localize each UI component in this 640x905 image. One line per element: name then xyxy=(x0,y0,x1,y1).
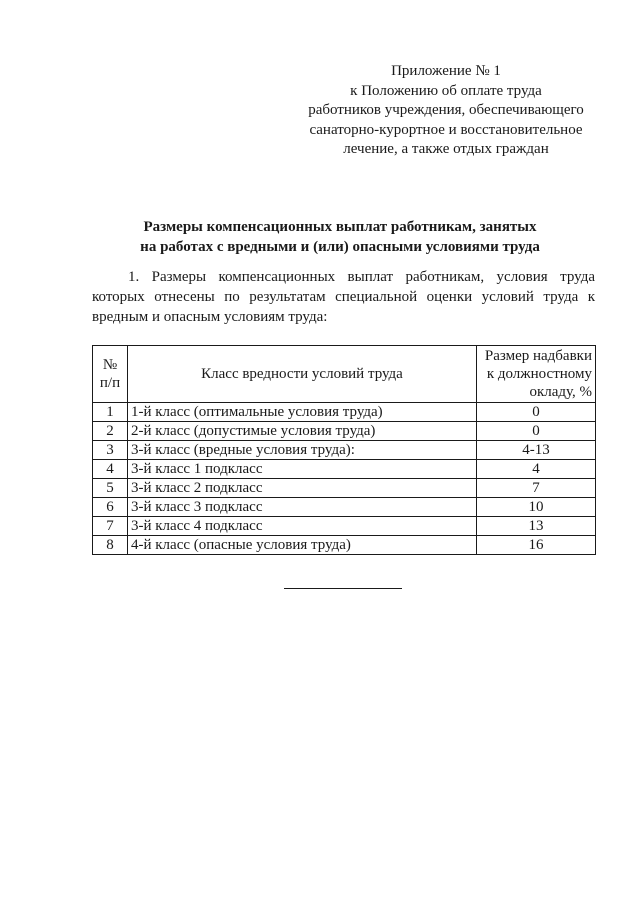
header-hazard-class: Класс вредности условий труда xyxy=(128,346,477,403)
row-number: 8 xyxy=(93,536,128,555)
row-number: 2 xyxy=(93,422,128,441)
table-row xyxy=(93,441,596,460)
row-bonus: 7 xyxy=(477,479,596,498)
row-hazard-class: 1-й класс (оптимальные условия труда) xyxy=(128,403,477,422)
header-number xyxy=(93,346,128,403)
document-title xyxy=(90,218,590,257)
appendix-line: работников учреждения, обеспечивающего xyxy=(308,102,584,118)
table-row xyxy=(93,517,596,536)
row-number: 1 xyxy=(93,403,128,422)
row-hazard-class: 2-й класс (допустимые условия труда) xyxy=(128,422,477,441)
header-bonus-line: Размер надбавки xyxy=(484,348,592,364)
row-number: 5 xyxy=(93,479,128,498)
row-bonus: 4-13 xyxy=(477,441,596,460)
table-row xyxy=(93,536,596,555)
table-header-row xyxy=(93,346,596,403)
table-row xyxy=(93,479,596,498)
table-row xyxy=(93,460,596,479)
paragraph-line: вредным и опасным условиям труда: xyxy=(92,309,328,325)
row-hazard-class: 3-й класс 2 подкласс xyxy=(128,479,477,498)
appendix-line: санаторно-курортное и восстановительное xyxy=(309,121,583,138)
header-bonus-line: к должностному xyxy=(486,366,592,382)
paragraph-line: 1. Размеры компенсационных выплат работникам, условия труда xyxy=(128,269,595,285)
appendix-line: Приложение № 1 xyxy=(391,63,501,79)
row-hazard-class: 4-й класс (опасные условия труда) xyxy=(128,536,477,555)
row-number: 4 xyxy=(93,460,128,479)
row-bonus: 0 xyxy=(477,422,596,441)
row-bonus: 16 xyxy=(477,536,596,555)
paragraph-line: которых отнесены по результатам специальной оценки условий труда к xyxy=(92,289,595,305)
compensation-table xyxy=(92,345,596,555)
title-line: на работах с вредными и (или) опасными условиями труда xyxy=(140,238,540,255)
row-hazard-class: 3-й класс 1 подкласс xyxy=(128,460,477,479)
row-hazard-class: 3-й класс 3 подкласс xyxy=(128,498,477,517)
table-row xyxy=(93,498,596,517)
appendix-line: к Положению об оплате труда xyxy=(350,82,542,99)
header-bonus-line: окладу, % xyxy=(529,384,592,400)
appendix-line: лечение, а также отдых граждан xyxy=(343,141,549,157)
row-hazard-class: 3-й класс 4 подкласс xyxy=(128,517,477,536)
header-number-line: № xyxy=(102,357,118,373)
row-number: 6 xyxy=(93,498,128,517)
row-number: 3 xyxy=(93,441,128,460)
table-row xyxy=(93,422,596,441)
row-hazard-class: 3-й класс (вредные условия труда): xyxy=(128,441,477,460)
row-bonus: 0 xyxy=(477,403,596,422)
row-number: 7 xyxy=(93,517,128,536)
title-line: Размеры компенсационных выплат работникам, занятых xyxy=(143,219,537,235)
row-bonus: 13 xyxy=(477,517,596,536)
row-bonus: 4 xyxy=(477,460,596,479)
table-row xyxy=(93,403,596,422)
appendix-header xyxy=(296,62,596,160)
end-divider xyxy=(284,588,402,589)
header-number-line: п/п xyxy=(99,375,121,391)
row-bonus: 10 xyxy=(477,498,596,517)
header-bonus-size xyxy=(477,346,596,403)
intro-paragraph xyxy=(92,267,595,327)
